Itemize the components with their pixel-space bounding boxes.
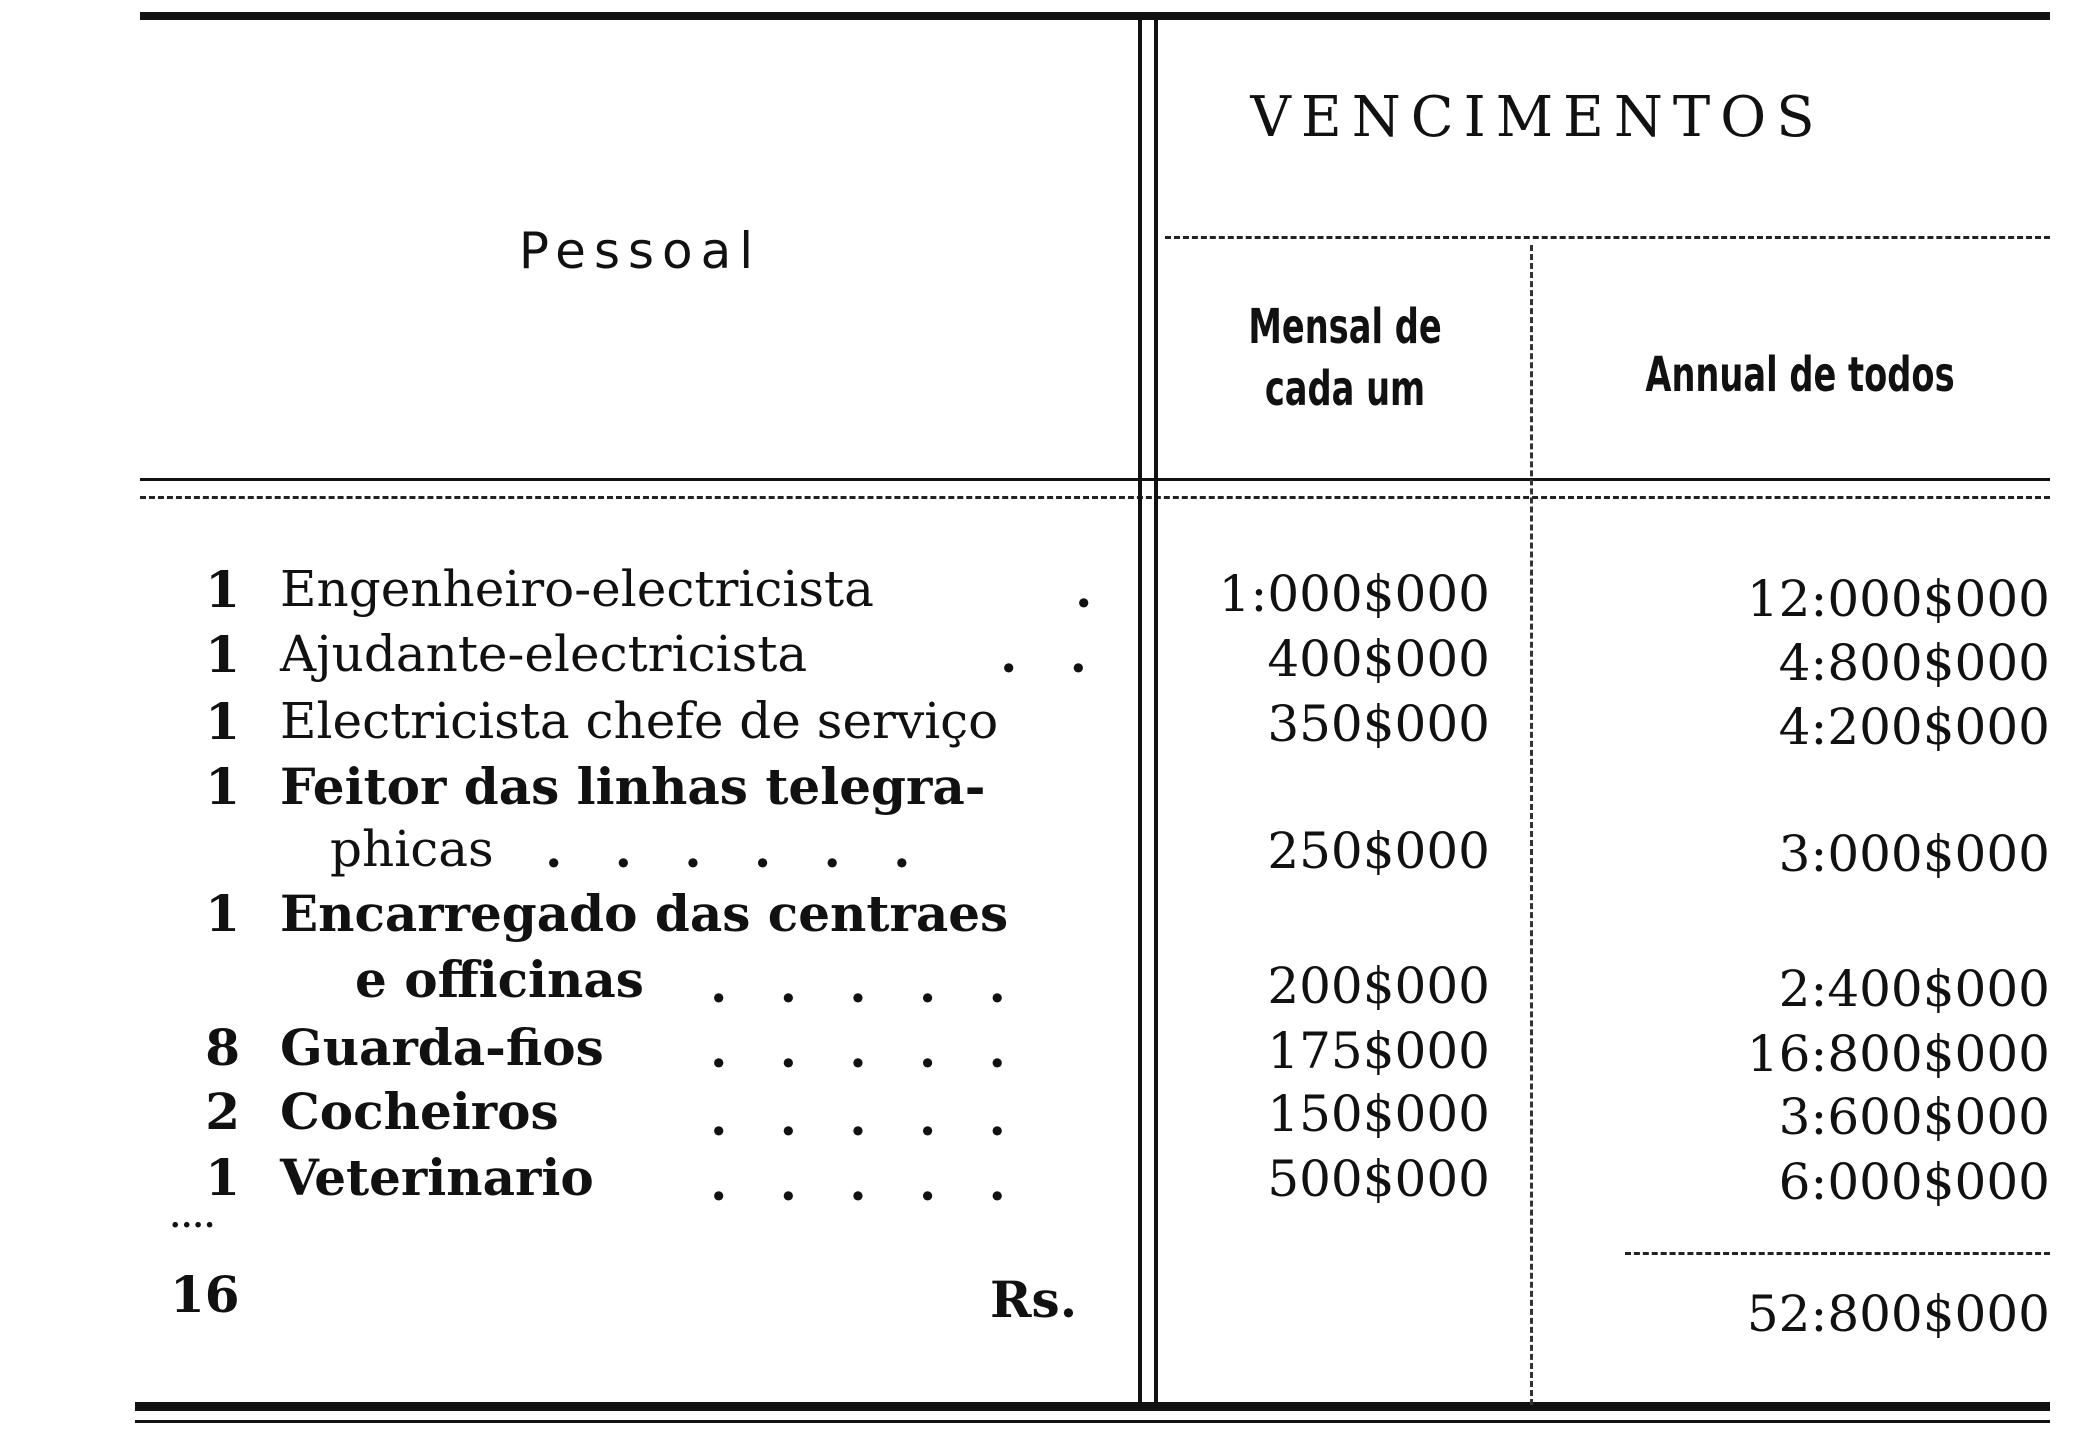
bottom-rule-thin	[135, 1420, 2050, 1423]
row-name: Veterinario	[280, 1148, 594, 1207]
row-qty: 1	[205, 625, 240, 684]
annual-sum-rule	[1625, 1252, 2050, 1255]
header-bottom-rule	[140, 478, 2050, 481]
row-annual: 6:000$000	[1778, 1153, 2050, 1211]
salaries-header: VENCIMENTOS	[1250, 85, 1825, 150]
row-dots: .	[1075, 560, 1093, 619]
row-name: Cocheiros	[280, 1082, 559, 1141]
venc-sub-rule	[1165, 236, 2050, 239]
row-name: Guarda-fios	[280, 1018, 604, 1077]
row-name-continuation: e officinas	[355, 950, 644, 1009]
row-monthly: 200$000	[1267, 957, 1490, 1015]
row-dots: . .	[1000, 625, 1088, 684]
subcolumn-divider	[1530, 245, 1533, 1405]
row-name: Engenheiro-electricista	[280, 560, 874, 618]
row-qty: 1	[205, 884, 240, 943]
row-name: Feitor das linhas telegra-	[280, 757, 986, 816]
row-annual: 4:200$000	[1778, 698, 2050, 756]
row-annual: 12:000$000	[1746, 570, 2050, 628]
total-qty: 16	[170, 1265, 240, 1324]
monthly-each-header	[1201, 296, 1490, 420]
personnel-header: Pessoal	[518, 222, 762, 280]
row-monthly: 400$000	[1267, 630, 1490, 688]
row-qty: 1	[205, 560, 240, 619]
row-monthly: 250$000	[1267, 822, 1490, 880]
row-qty: 1	[205, 1148, 240, 1207]
monthly-each-line-2: cada um	[1264, 361, 1426, 417]
row-monthly: 150$000	[1267, 1085, 1490, 1143]
row-name: Ajudante-electricista	[280, 625, 808, 683]
row-name: Encarregado das centraes	[280, 884, 1009, 943]
row-monthly: 500$000	[1267, 1150, 1490, 1208]
row-annual: 16:800$000	[1746, 1025, 2050, 1083]
row-monthly: 1:000$000	[1218, 565, 1490, 623]
row-dots: . . . . .	[710, 1153, 1006, 1212]
bottom-rule-thick	[135, 1402, 2050, 1411]
row-dots: . . . . .	[710, 1020, 1006, 1079]
row-qty: 1	[205, 757, 240, 816]
column-divider-right	[1154, 20, 1158, 1405]
row-monthly: 175$000	[1267, 1022, 1490, 1080]
row-annual: 3:600$000	[1778, 1088, 2050, 1146]
row-qty: 1	[205, 692, 240, 751]
row-dots: . . . . . .	[545, 820, 911, 879]
row-qty: 2	[205, 1082, 240, 1141]
qty-sum-dashes: ....	[170, 1200, 216, 1235]
row-monthly: 350$000	[1267, 695, 1490, 753]
row-annual: 4:800$000	[1778, 634, 2050, 692]
annual-all-header: Annual de todos	[1645, 347, 1955, 403]
monthly-each-line-1: Mensal de	[1248, 299, 1442, 355]
header-bottom-rule-dashed	[140, 496, 2050, 499]
total-annual: 52:800$000	[1746, 1285, 2050, 1343]
row-annual: 2:400$000	[1778, 960, 2050, 1018]
top-rule	[140, 12, 2050, 20]
row-name: Electricista chefe de serviço	[280, 692, 999, 750]
row-dots: . . . . .	[710, 955, 1006, 1014]
row-annual: 3:000$000	[1778, 825, 2050, 883]
row-name-continuation: phicas	[330, 820, 494, 878]
total-label: Rs.	[990, 1270, 1078, 1329]
row-qty: 8	[205, 1018, 240, 1077]
row-dots: . . . . .	[710, 1088, 1006, 1147]
